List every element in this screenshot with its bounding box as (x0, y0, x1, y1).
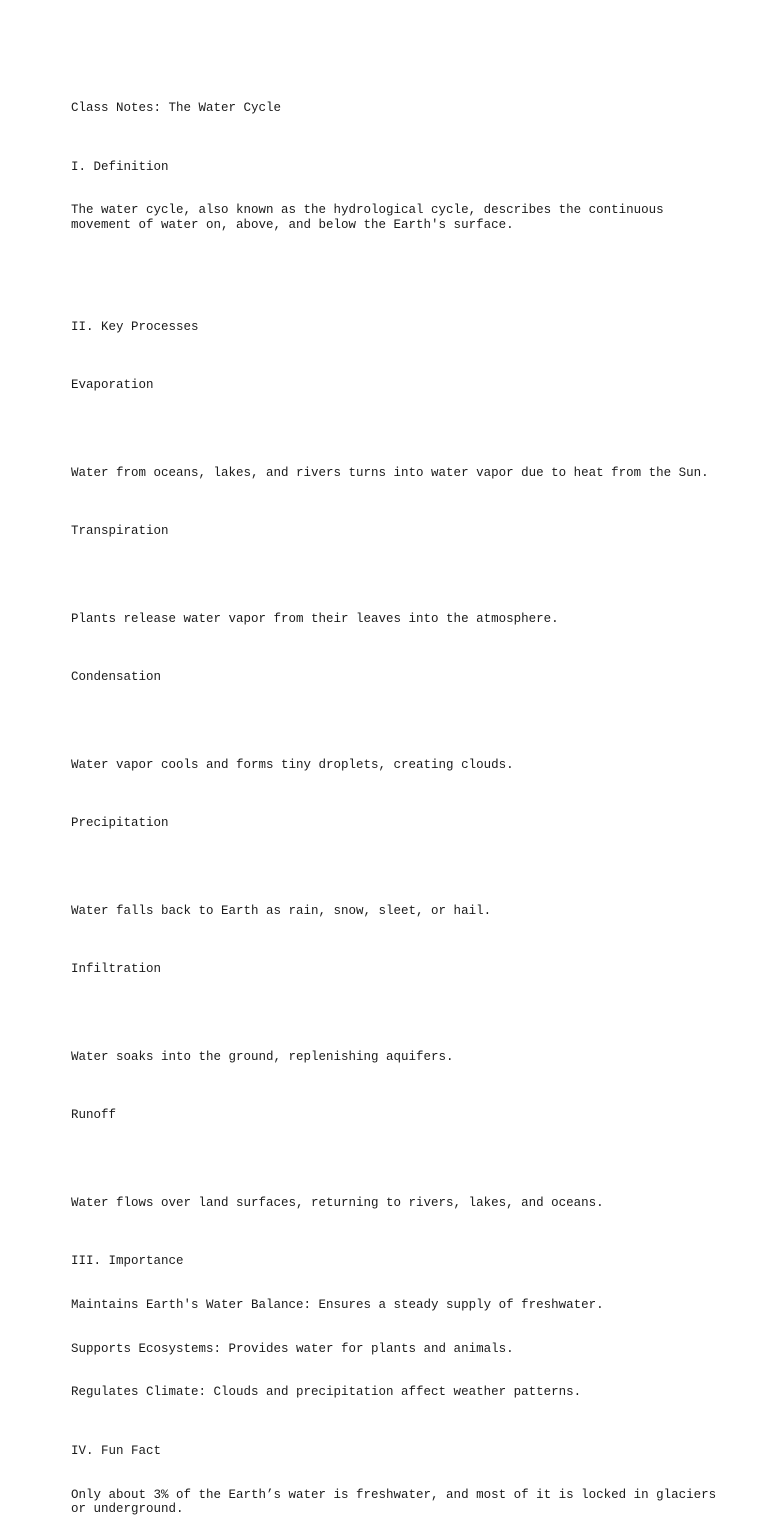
importance-item: Supports Ecosystems: Provides water for plants and animals. (71, 1341, 514, 1356)
definition-heading: I. Definition (71, 159, 169, 174)
process-text-condensation: Water vapor cools and forms tiny droplets, creating clouds. (71, 757, 514, 772)
class-notes-document (71, 72, 724, 1531)
document-title: Class Notes: The Water Cycle (71, 101, 282, 116)
process-text-evaporation: Water from oceans, lakes, and rivers turns into water vapor due to heat from the Sun. (71, 466, 709, 481)
process-text-precipitation: Water falls back to Earth as rain, snow, sleet, or hail. (71, 903, 492, 918)
fun-fact-heading: IV. Fun Fact (71, 1443, 162, 1458)
spacer (71, 1152, 721, 1167)
importance-heading: III. Importance (71, 1254, 184, 1269)
process-name-infiltration: Infiltration (71, 962, 162, 977)
spacer (71, 422, 721, 437)
spacer (71, 714, 721, 729)
importance-item: Regulates Climate: Clouds and precipitation affect weather patterns. (71, 1385, 582, 1400)
process-text-runoff: Water flows over land surfaces, returning to rivers, lakes, and oceans. (71, 1195, 604, 1210)
spacer (71, 568, 721, 583)
spacer (71, 1006, 721, 1021)
spacer (71, 860, 721, 875)
key-processes-heading: II. Key Processes (71, 320, 199, 335)
process-name-runoff: Runoff (71, 1108, 117, 1123)
fun-fact-text: Only about 3% of the Earth’s water is freshwater, and most of it is locked in glaciers or underground. (71, 1487, 724, 1517)
definition-text: The water cycle, also known as the hydrological cycle, describes the continuous movement of water on, above, and below the Earth's surface. (71, 203, 672, 232)
process-name-condensation: Condensation (71, 670, 162, 685)
process-name-evaporation: Evaporation (71, 378, 154, 393)
spacer (71, 262, 721, 277)
process-text-infiltration: Water soaks into the ground, replenishing aquifers. (71, 1049, 454, 1064)
process-name-precipitation: Precipitation (71, 816, 169, 831)
importance-item: Maintains Earth's Water Balance: Ensures a steady supply of freshwater. (71, 1297, 604, 1312)
process-text-transpiration: Plants release water vapor from their leaves into the atmosphere. (71, 611, 559, 626)
process-name-transpiration: Transpiration (71, 524, 169, 539)
